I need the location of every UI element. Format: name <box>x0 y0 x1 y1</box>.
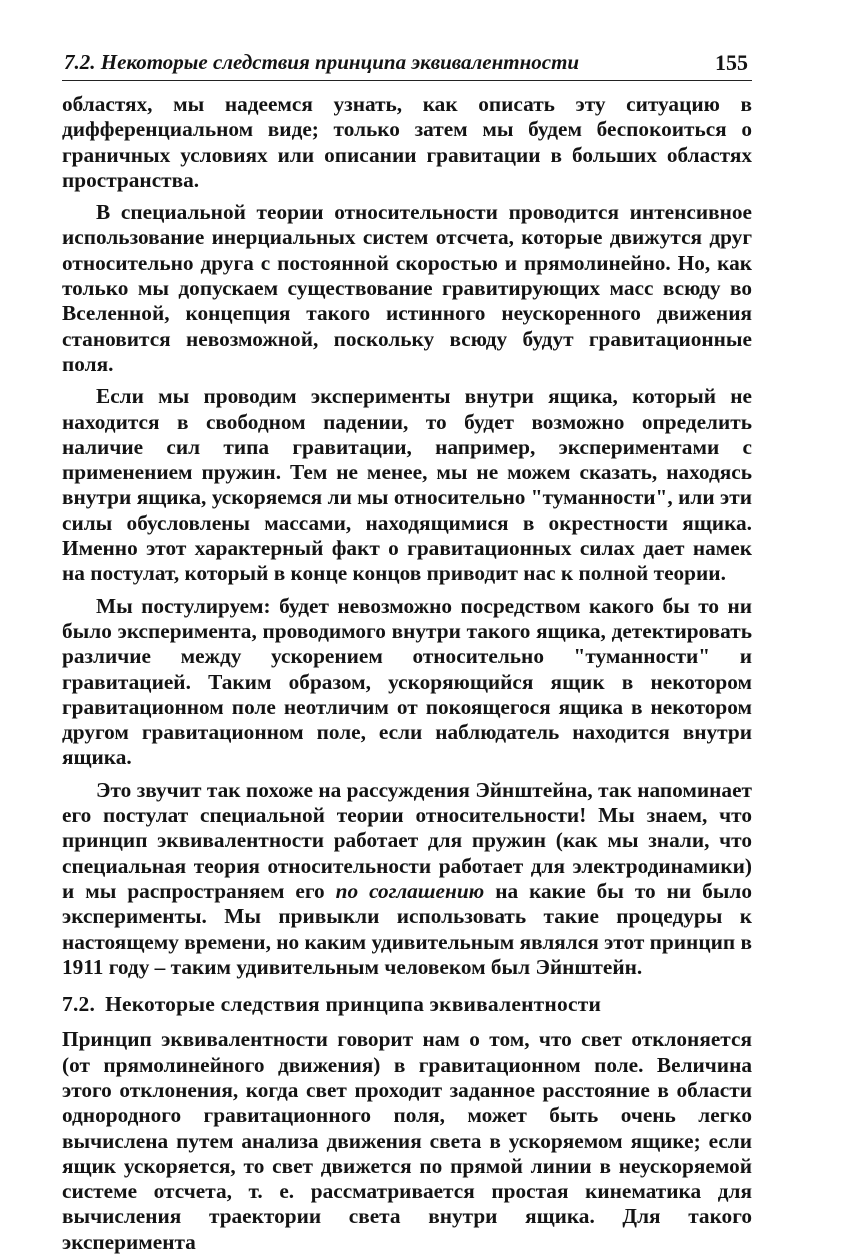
paragraph: Мы постулируем: будет невозможно посредством какого бы то ни было эксперимента, проводимого внутри такого ящика, детектировать различие между ускорением относительно "туманности" и гравитацией. Таким образом, ускоряющийся ящик в некотором гравитационном поле неотличим от покоящегося ящика в некотором другом гравитационном поле, если наблюдатель находится внутри ящика. <box>62 593 752 770</box>
paragraph: Принцип эквивалентности говорит нам о том, что свет отклоняется (от прямолинейного движения) в гравитационном поле. Величина этого отклонения, когда свет проходит заданное расстояние в области однородного гравитационного поля, может быть очень легко вычислена путем анализа движения света в ускоряемом ящике; если ящик ускоряется, то свет движется по прямой линии в неускоряемой системе отсчета, т. е. рассматривается простая кинематика для вычисления траектории света внутри ящика. Для такого эксперимента <box>62 1027 752 1254</box>
text-run: Это звучит так похоже на рассуждения Эйнштейна, так напоминает его постулат специальной теории относительности! Мы знаем, что принцип эквивалентности работает для пружин (как мы знали, что специальная теория относительности работает для электродинамики) и мы распространяем его <box>62 777 752 903</box>
paragraph: В специальной теории относительности проводится интенсивное использование инерциальных систем отсчета, которые движутся друг относительно друга с постоянной скоростью и прямолинейно. Но, как только мы допускаем существование гравитирующих масс всюду во Вселенной, концепция такого истинного неускоренного движения становится невозможной, поскольку всюду будут гравитационные поля. <box>62 200 752 376</box>
section-title: Некоторые следствия принципа эквивалентности <box>105 992 602 1017</box>
running-head <box>62 48 752 81</box>
running-head-title: 7.2. Некоторые следствия принципа эквивалентности <box>64 50 580 74</box>
page-number: 155 <box>715 50 748 75</box>
page-body <box>62 92 752 1255</box>
paragraph-einstein <box>62 778 752 980</box>
paragraph: Если мы проводим эксперименты внутри ящика, который не находится в свободном падении, то будет возможно определить наличие сил типа гравитации, например, экспериментами с применением пружин. Тем не менее, мы не можем сказать, находясь внутри ящика, ускоряемся ли мы относительно "туманности", или эти силы обусловлены массами, находящимися в окрестности ящика. Именно этот характерный факт о гравитационных силах дает намек на постулат, который в конце концов приводит нас к полной теории. <box>62 384 752 586</box>
text-run: на какие бы то ни было эксперименты. Мы привыкли использовать такие процедуры к настоящему времени, но каким удивительным являлся этот принцип в 1911 году – таким удивительным человеком был Эйнштейн. <box>62 878 753 979</box>
emphasis-text: по соглашению <box>335 878 485 903</box>
section-heading <box>62 992 752 1017</box>
section-number: 7.2. <box>62 992 96 1017</box>
paragraph: областях, мы надеемся узнать, как описать эту ситуацию в дифференциальном виде; только затем мы будем беспокоиться о граничных условиях или описании гравитации в больших областях пространства. <box>62 92 752 192</box>
